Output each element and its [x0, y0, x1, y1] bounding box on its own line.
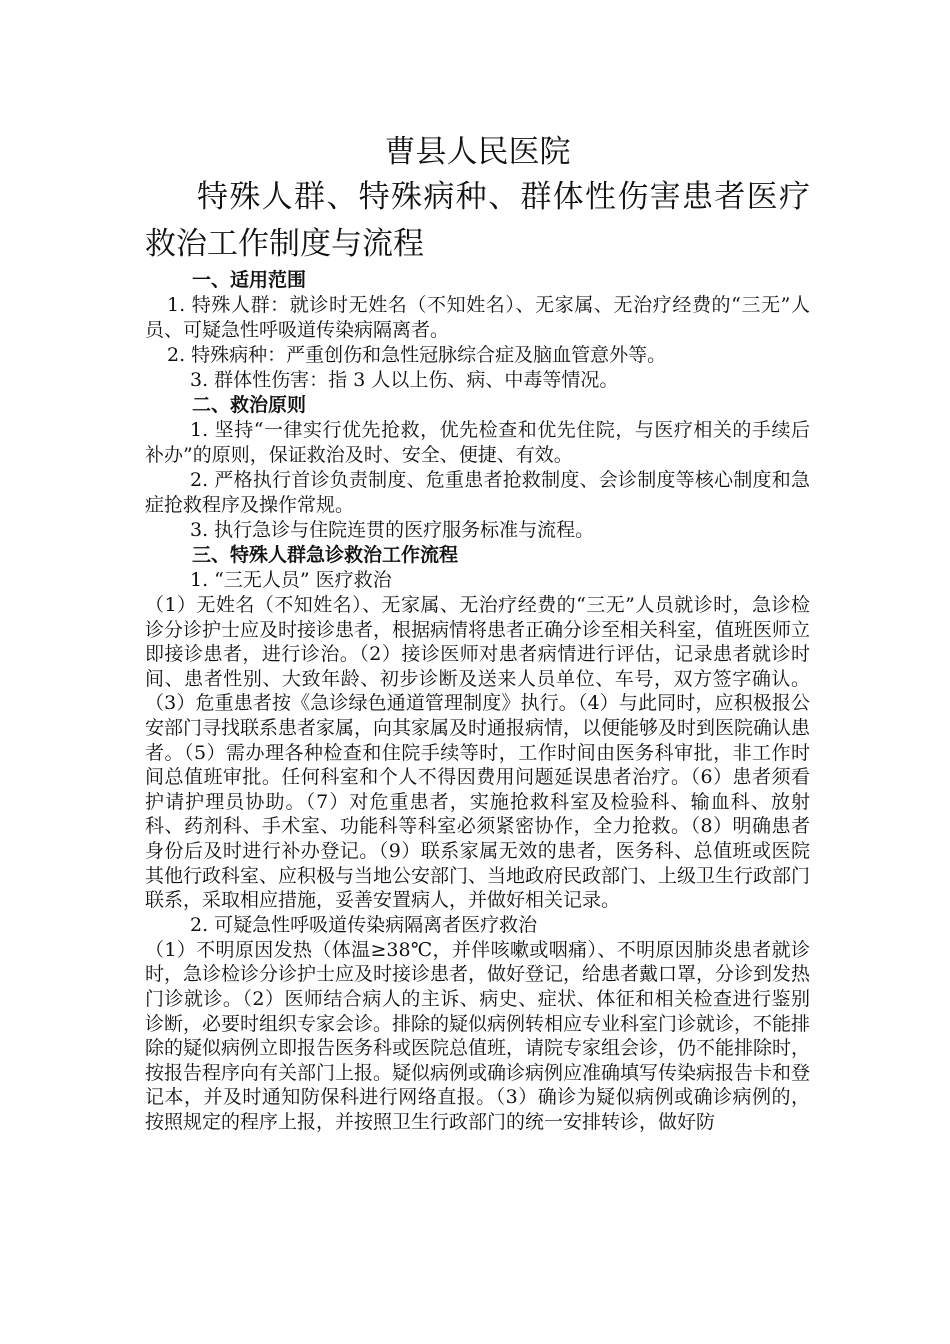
section2-heading: 二、救治原则: [192, 394, 307, 416]
document-title: 特殊人群、特殊病种、群体性伤害患者医疗救治工作制度与流程: [145, 179, 810, 262]
section3-subheading-1: 1. “三无人员” 医疗救治: [190, 569, 392, 591]
section1-paragraph-2: 2. 特殊病种：严重创伤和急性冠脉综合症及脑血管意外等。: [167, 344, 667, 366]
section3-body-2: （1）不明原因发热（体温≥38℃，并伴咳嗽或咽痛）、不明原因肺炎患者就诊时，急诊检诊分诊护士应及时接诊患者，做好登记，给患者戴口罩，分诊到发热门诊就诊。（2）医师结合病人的主诉、病史、症状、体征和相关检查进行鉴别诊断，必要时组织专家会诊。排除的疑似病例转相应专业科室门诊就诊，不能排除的疑似病例立即报告医务科或医院总值班，请院专家组会诊，仍不能排除时，按报告程序向有关部门上报。疑似病例或确诊病例应准确填写传染病报告卡和登记本，并及时通知防保科进行网络直报。（3）确诊为疑似病例或确诊病例的，按照规定的程序上报，并按照卫生行政部门的统一安排转诊，做好防: [145, 938, 811, 1133]
document-content: [145, 130, 810, 1134]
section2-paragraph-2: 2. 严格执行首诊负责制度、危重患者抢救制度、会诊制度等核心制度和急症抢救程序及操作常规。: [145, 469, 810, 516]
section2-paragraph-1: 1. 坚持“一律实行优先抢救，优先检查和优先住院，与医疗相关的手续后补办”的原则，保证救治及时、安全、便捷、有效。: [145, 419, 810, 466]
section2-paragraph-3: 3. 执行急诊与住院连贯的医疗服务标准与流程。: [190, 519, 595, 541]
section1-paragraph-3: 3. 群体性伤害：指 3 人以上伤、病、中毒等情况。: [190, 369, 619, 391]
section1-paragraph-1: 1. 特殊人群：就诊时无姓名（不知姓名）、无家属、无治疗经费的“三无”人员、可疑急性呼吸道传染病隔离者。: [145, 294, 810, 341]
section3-subheading-2: 2. 可疑急性呼吸道传染病隔离者医疗救治: [190, 913, 538, 936]
section3-body-1: （1）无姓名（不知姓名）、无家属、无治疗经费的“三无”人员就诊时，急诊检诊分诊护士应及时接诊患者，根据病情将患者正确分诊至相关科室，值班医师立即接诊患者，进行诊治。（2）接诊医师对患者病情进行评估，记录患者就诊时间、患者性别、大致年龄、初步诊断及送来人员单位、车号，双方签字确认。（3）危重患者按《急诊绿色通道管理制度》执行。（4）与此同时，应积极报公安部门寻找联系患者家属，向其家属及时通报病情，以便能够及时到医院确认患者。（5）需办理各种检查和住院手续等时，工作时间由医务科审批，非工作时间总值班审批。任何科室和个人不得因费用问题延误患者治疗。（6）患者须看护请护理员协助。（7）对危重患者，实施抢救科室及检验科、输血科、放射科、药剂科、手术室、功能科等科室必须紧密协作，全力抢救。（8）明确患者身份后及时进行补办登记。（9）联系家属无效的患者，医务科、总值班或医院其他行政科室、应积极与当地公安部门、当地政府民政部门、上级卫生行政部门联系，采取相应措施，妥善安置病人，并做好相关记录。: [145, 594, 811, 912]
hospital-title: 曹县人民医院: [384, 134, 571, 170]
section3-heading: 三、特殊人群急诊救治工作流程: [192, 544, 459, 566]
section1-heading: 一、适用范围: [192, 269, 307, 291]
